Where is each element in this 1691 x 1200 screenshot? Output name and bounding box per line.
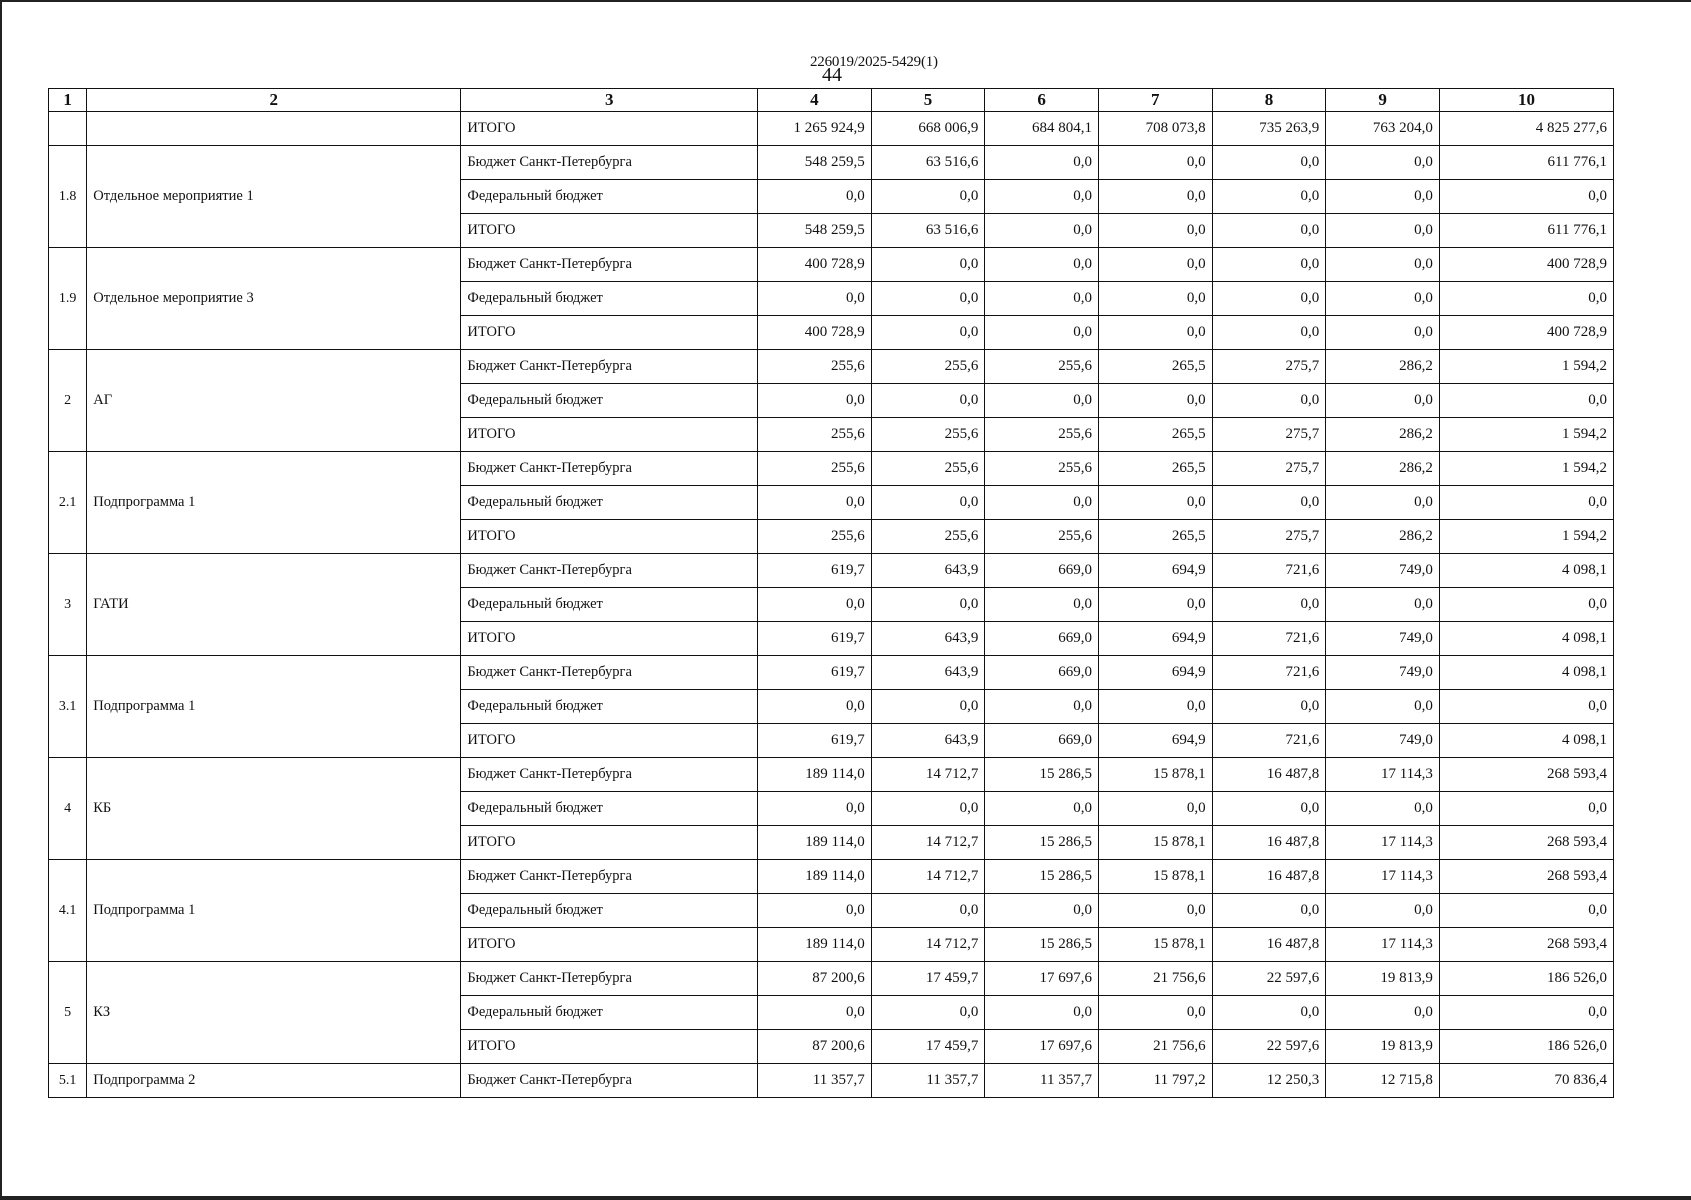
value-cell: 0,0 bbox=[1098, 214, 1212, 248]
value-cell: 749,0 bbox=[1326, 724, 1440, 758]
value-cell: 0,0 bbox=[871, 690, 985, 724]
value-cell: 0,0 bbox=[1326, 690, 1440, 724]
funding-source-cell: ИТОГО bbox=[461, 1030, 758, 1064]
value-cell: 63 516,6 bbox=[871, 146, 985, 180]
value-cell: 4 098,1 bbox=[1439, 554, 1613, 588]
value-cell: 749,0 bbox=[1326, 622, 1440, 656]
value-cell: 15 286,5 bbox=[985, 758, 1099, 792]
funding-source-cell: Бюджет Санкт-Петербурга bbox=[461, 656, 758, 690]
value-cell: 4 098,1 bbox=[1439, 656, 1613, 690]
value-cell: 0,0 bbox=[1212, 214, 1326, 248]
value-cell: 0,0 bbox=[985, 690, 1099, 724]
funding-source-cell: Бюджет Санкт-Петербурга bbox=[461, 1064, 758, 1098]
value-cell: 694,9 bbox=[1098, 622, 1212, 656]
value-cell: 400 728,9 bbox=[1439, 316, 1613, 350]
item-name-cell: КБ bbox=[87, 758, 461, 860]
value-cell: 268 593,4 bbox=[1439, 826, 1613, 860]
value-cell: 265,5 bbox=[1098, 452, 1212, 486]
value-cell: 0,0 bbox=[1212, 588, 1326, 622]
item-code-cell: 1.9 bbox=[49, 248, 87, 350]
value-cell: 0,0 bbox=[1439, 180, 1613, 214]
value-cell: 0,0 bbox=[1098, 282, 1212, 316]
value-cell: 15 878,1 bbox=[1098, 758, 1212, 792]
value-cell: 4 825 277,6 bbox=[1439, 112, 1613, 146]
value-cell: 16 487,8 bbox=[1212, 928, 1326, 962]
funding-source-cell: ИТОГО bbox=[461, 214, 758, 248]
item-code-cell: 4 bbox=[49, 758, 87, 860]
funding-source-cell: ИТОГО bbox=[461, 112, 758, 146]
value-cell: 708 073,8 bbox=[1098, 112, 1212, 146]
value-cell: 0,0 bbox=[871, 248, 985, 282]
col-header: 3 bbox=[461, 89, 758, 112]
value-cell: 11 357,7 bbox=[871, 1064, 985, 1098]
value-cell: 400 728,9 bbox=[758, 316, 872, 350]
value-cell: 0,0 bbox=[985, 894, 1099, 928]
item-name-cell: АГ bbox=[87, 350, 461, 452]
value-cell: 0,0 bbox=[758, 588, 872, 622]
value-cell: 0,0 bbox=[1098, 486, 1212, 520]
value-cell: 611 776,1 bbox=[1439, 214, 1613, 248]
item-code-cell: 2 bbox=[49, 350, 87, 452]
value-cell: 255,6 bbox=[758, 418, 872, 452]
scan-edge-top bbox=[0, 0, 1691, 2]
value-cell: 186 526,0 bbox=[1439, 962, 1613, 996]
value-cell: 16 487,8 bbox=[1212, 860, 1326, 894]
value-cell: 749,0 bbox=[1326, 554, 1440, 588]
value-cell: 275,7 bbox=[1212, 520, 1326, 554]
value-cell: 643,9 bbox=[871, 656, 985, 690]
value-cell: 400 728,9 bbox=[758, 248, 872, 282]
value-cell: 14 712,7 bbox=[871, 826, 985, 860]
item-name-cell: ГАТИ bbox=[87, 554, 461, 656]
value-cell: 0,0 bbox=[1326, 588, 1440, 622]
value-cell: 0,0 bbox=[1326, 996, 1440, 1030]
value-cell: 0,0 bbox=[1098, 248, 1212, 282]
item-code-cell: 5 bbox=[49, 962, 87, 1064]
value-cell: 255,6 bbox=[985, 418, 1099, 452]
value-cell: 4 098,1 bbox=[1439, 622, 1613, 656]
value-cell: 0,0 bbox=[1439, 588, 1613, 622]
value-cell: 668 006,9 bbox=[871, 112, 985, 146]
value-cell: 87 200,6 bbox=[758, 962, 872, 996]
col-header: 2 bbox=[87, 89, 461, 112]
funding-source-cell: Федеральный бюджет bbox=[461, 180, 758, 214]
value-cell: 255,6 bbox=[758, 520, 872, 554]
value-cell: 255,6 bbox=[985, 350, 1099, 384]
value-cell: 0,0 bbox=[1098, 384, 1212, 418]
value-cell: 189 114,0 bbox=[758, 758, 872, 792]
value-cell: 0,0 bbox=[985, 384, 1099, 418]
value-cell: 643,9 bbox=[871, 622, 985, 656]
value-cell: 0,0 bbox=[1326, 282, 1440, 316]
table-row bbox=[49, 452, 1614, 486]
funding-source-cell: Федеральный бюджет bbox=[461, 588, 758, 622]
value-cell: 0,0 bbox=[871, 486, 985, 520]
table-row bbox=[49, 656, 1614, 690]
col-header: 8 bbox=[1212, 89, 1326, 112]
value-cell: 19 813,9 bbox=[1326, 962, 1440, 996]
value-cell: 0,0 bbox=[871, 792, 985, 826]
value-cell: 0,0 bbox=[1098, 316, 1212, 350]
value-cell: 17 459,7 bbox=[871, 1030, 985, 1064]
value-cell: 0,0 bbox=[1326, 248, 1440, 282]
value-cell: 16 487,8 bbox=[1212, 826, 1326, 860]
value-cell: 11 797,2 bbox=[1098, 1064, 1212, 1098]
value-cell: 0,0 bbox=[1212, 996, 1326, 1030]
value-cell: 0,0 bbox=[1098, 588, 1212, 622]
funding-source-cell: Бюджет Санкт-Петербурга bbox=[461, 758, 758, 792]
value-cell: 189 114,0 bbox=[758, 826, 872, 860]
value-cell: 255,6 bbox=[871, 452, 985, 486]
value-cell: 0,0 bbox=[1212, 690, 1326, 724]
value-cell: 0,0 bbox=[1439, 282, 1613, 316]
item-name-cell: Подпрограмма 1 bbox=[87, 656, 461, 758]
value-cell: 186 526,0 bbox=[1439, 1030, 1613, 1064]
value-cell: 0,0 bbox=[1439, 894, 1613, 928]
value-cell: 0,0 bbox=[871, 996, 985, 1030]
value-cell: 694,9 bbox=[1098, 554, 1212, 588]
value-cell: 19 813,9 bbox=[1326, 1030, 1440, 1064]
value-cell: 0,0 bbox=[758, 690, 872, 724]
funding-source-cell: Бюджет Санкт-Петербурга bbox=[461, 146, 758, 180]
value-cell: 669,0 bbox=[985, 656, 1099, 690]
col-header: 5 bbox=[871, 89, 985, 112]
col-header: 10 bbox=[1439, 89, 1613, 112]
value-cell: 0,0 bbox=[758, 486, 872, 520]
value-cell: 255,6 bbox=[985, 452, 1099, 486]
value-cell: 0,0 bbox=[985, 792, 1099, 826]
value-cell: 0,0 bbox=[1326, 180, 1440, 214]
value-cell: 643,9 bbox=[871, 724, 985, 758]
funding-source-cell: Бюджет Санкт-Петербурга bbox=[461, 350, 758, 384]
funding-source-cell: ИТОГО bbox=[461, 826, 758, 860]
page-number: 44 bbox=[822, 64, 842, 86]
value-cell: 0,0 bbox=[985, 146, 1099, 180]
funding-source-cell: Федеральный бюджет bbox=[461, 486, 758, 520]
value-cell: 275,7 bbox=[1212, 418, 1326, 452]
value-cell: 268 593,4 bbox=[1439, 860, 1613, 894]
value-cell: 0,0 bbox=[758, 282, 872, 316]
item-name-cell: Подпрограмма 1 bbox=[87, 452, 461, 554]
table-row bbox=[49, 554, 1614, 588]
funding-source-cell: Федеральный бюджет bbox=[461, 282, 758, 316]
value-cell: 611 776,1 bbox=[1439, 146, 1613, 180]
value-cell: 0,0 bbox=[1439, 996, 1613, 1030]
table-row bbox=[49, 758, 1614, 792]
table-body bbox=[49, 112, 1614, 1098]
table-row bbox=[49, 860, 1614, 894]
value-cell: 0,0 bbox=[985, 180, 1099, 214]
value-cell: 0,0 bbox=[985, 316, 1099, 350]
value-cell: 643,9 bbox=[871, 554, 985, 588]
value-cell: 669,0 bbox=[985, 554, 1099, 588]
value-cell: 268 593,4 bbox=[1439, 758, 1613, 792]
value-cell: 255,6 bbox=[758, 452, 872, 486]
value-cell: 265,5 bbox=[1098, 418, 1212, 452]
budget-table bbox=[48, 88, 1614, 1098]
value-cell: 619,7 bbox=[758, 656, 872, 690]
value-cell: 721,6 bbox=[1212, 724, 1326, 758]
value-cell: 16 487,8 bbox=[1212, 758, 1326, 792]
value-cell: 268 593,4 bbox=[1439, 928, 1613, 962]
value-cell: 548 259,5 bbox=[758, 146, 872, 180]
col-header: 9 bbox=[1326, 89, 1440, 112]
value-cell: 0,0 bbox=[1098, 690, 1212, 724]
value-cell: 0,0 bbox=[1326, 384, 1440, 418]
value-cell: 721,6 bbox=[1212, 622, 1326, 656]
value-cell: 0,0 bbox=[871, 180, 985, 214]
value-cell: 0,0 bbox=[1326, 792, 1440, 826]
value-cell: 669,0 bbox=[985, 724, 1099, 758]
table-row bbox=[49, 1064, 1614, 1098]
value-cell: 0,0 bbox=[871, 282, 985, 316]
funding-source-cell: Федеральный бюджет bbox=[461, 792, 758, 826]
table-cell bbox=[87, 112, 461, 146]
value-cell: 0,0 bbox=[1212, 248, 1326, 282]
value-cell: 0,0 bbox=[1098, 180, 1212, 214]
value-cell: 0,0 bbox=[985, 486, 1099, 520]
value-cell: 619,7 bbox=[758, 554, 872, 588]
scan-edge-bottom bbox=[0, 1196, 1691, 1200]
col-header: 1 bbox=[49, 89, 87, 112]
value-cell: 0,0 bbox=[1212, 146, 1326, 180]
value-cell: 0,0 bbox=[1098, 996, 1212, 1030]
value-cell: 0,0 bbox=[871, 384, 985, 418]
value-cell: 0,0 bbox=[1212, 282, 1326, 316]
value-cell: 0,0 bbox=[871, 316, 985, 350]
funding-source-cell: Бюджет Санкт-Петербурга bbox=[461, 962, 758, 996]
value-cell: 17 114,3 bbox=[1326, 928, 1440, 962]
value-cell: 0,0 bbox=[1326, 894, 1440, 928]
value-cell: 0,0 bbox=[1326, 214, 1440, 248]
value-cell: 0,0 bbox=[871, 588, 985, 622]
value-cell: 0,0 bbox=[985, 588, 1099, 622]
funding-source-cell: ИТОГО bbox=[461, 520, 758, 554]
value-cell: 400 728,9 bbox=[1439, 248, 1613, 282]
funding-source-cell: Федеральный бюджет bbox=[461, 894, 758, 928]
value-cell: 17 697,6 bbox=[985, 1030, 1099, 1064]
value-cell: 15 286,5 bbox=[985, 860, 1099, 894]
value-cell: 1 594,2 bbox=[1439, 452, 1613, 486]
value-cell: 694,9 bbox=[1098, 724, 1212, 758]
value-cell: 0,0 bbox=[1326, 486, 1440, 520]
value-cell: 286,2 bbox=[1326, 452, 1440, 486]
col-header: 4 bbox=[758, 89, 872, 112]
item-code-cell: 3.1 bbox=[49, 656, 87, 758]
table-row bbox=[49, 248, 1614, 282]
funding-source-cell: Бюджет Санкт-Петербурга bbox=[461, 452, 758, 486]
value-cell: 0,0 bbox=[985, 282, 1099, 316]
value-cell: 17 114,3 bbox=[1326, 758, 1440, 792]
value-cell: 21 756,6 bbox=[1098, 1030, 1212, 1064]
value-cell: 265,5 bbox=[1098, 520, 1212, 554]
value-cell: 17 114,3 bbox=[1326, 826, 1440, 860]
table-row bbox=[49, 350, 1614, 384]
value-cell: 0,0 bbox=[1098, 146, 1212, 180]
value-cell: 17 114,3 bbox=[1326, 860, 1440, 894]
value-cell: 0,0 bbox=[985, 996, 1099, 1030]
value-cell: 1 594,2 bbox=[1439, 350, 1613, 384]
value-cell: 684 804,1 bbox=[985, 112, 1099, 146]
value-cell: 619,7 bbox=[758, 622, 872, 656]
value-cell: 0,0 bbox=[758, 384, 872, 418]
value-cell: 12 250,3 bbox=[1212, 1064, 1326, 1098]
value-cell: 17 697,6 bbox=[985, 962, 1099, 996]
value-cell: 11 357,7 bbox=[758, 1064, 872, 1098]
value-cell: 1 265 924,9 bbox=[758, 112, 872, 146]
value-cell: 286,2 bbox=[1326, 418, 1440, 452]
funding-source-cell: ИТОГО bbox=[461, 724, 758, 758]
value-cell: 255,6 bbox=[758, 350, 872, 384]
value-cell: 255,6 bbox=[871, 350, 985, 384]
value-cell: 0,0 bbox=[1326, 146, 1440, 180]
scan-edge-left bbox=[0, 0, 2, 1200]
value-cell: 0,0 bbox=[1439, 792, 1613, 826]
value-cell: 0,0 bbox=[1098, 792, 1212, 826]
value-cell: 15 286,5 bbox=[985, 928, 1099, 962]
funding-source-cell: Федеральный бюджет bbox=[461, 690, 758, 724]
funding-source-cell: ИТОГО bbox=[461, 418, 758, 452]
item-code-cell: 4.1 bbox=[49, 860, 87, 962]
value-cell: 0,0 bbox=[1212, 894, 1326, 928]
value-cell: 12 715,8 bbox=[1326, 1064, 1440, 1098]
item-name-cell: Отдельное мероприятие 1 bbox=[87, 146, 461, 248]
registration-number: 226019/2025-5429(1) bbox=[810, 54, 938, 70]
item-code-cell: 2.1 bbox=[49, 452, 87, 554]
value-cell: 255,6 bbox=[871, 520, 985, 554]
value-cell: 275,7 bbox=[1212, 452, 1326, 486]
value-cell: 189 114,0 bbox=[758, 928, 872, 962]
item-code-cell: 3 bbox=[49, 554, 87, 656]
funding-source-cell: Федеральный бюджет bbox=[461, 384, 758, 418]
value-cell: 189 114,0 bbox=[758, 860, 872, 894]
value-cell: 17 459,7 bbox=[871, 962, 985, 996]
value-cell: 1 594,2 bbox=[1439, 418, 1613, 452]
value-cell: 619,7 bbox=[758, 724, 872, 758]
value-cell: 15 286,5 bbox=[985, 826, 1099, 860]
table-row bbox=[49, 962, 1614, 996]
col-header: 7 bbox=[1098, 89, 1212, 112]
value-cell: 265,5 bbox=[1098, 350, 1212, 384]
value-cell: 548 259,5 bbox=[758, 214, 872, 248]
funding-source-cell: ИТОГО bbox=[461, 928, 758, 962]
col-header: 6 bbox=[985, 89, 1099, 112]
value-cell: 14 712,7 bbox=[871, 758, 985, 792]
value-cell: 749,0 bbox=[1326, 656, 1440, 690]
value-cell: 0,0 bbox=[1098, 894, 1212, 928]
funding-source-cell: Бюджет Санкт-Петербурга bbox=[461, 248, 758, 282]
value-cell: 0,0 bbox=[985, 248, 1099, 282]
value-cell: 0,0 bbox=[1212, 792, 1326, 826]
item-code-cell: 5.1 bbox=[49, 1064, 87, 1098]
value-cell: 0,0 bbox=[871, 894, 985, 928]
value-cell: 15 878,1 bbox=[1098, 826, 1212, 860]
value-cell: 0,0 bbox=[758, 180, 872, 214]
value-cell: 4 098,1 bbox=[1439, 724, 1613, 758]
value-cell: 70 836,4 bbox=[1439, 1064, 1613, 1098]
value-cell: 286,2 bbox=[1326, 350, 1440, 384]
table-row bbox=[49, 112, 1614, 146]
value-cell: 0,0 bbox=[985, 214, 1099, 248]
value-cell: 286,2 bbox=[1326, 520, 1440, 554]
value-cell: 255,6 bbox=[871, 418, 985, 452]
value-cell: 0,0 bbox=[758, 894, 872, 928]
value-cell: 763 204,0 bbox=[1326, 112, 1440, 146]
value-cell: 669,0 bbox=[985, 622, 1099, 656]
item-name-cell: Подпрограмма 2 bbox=[87, 1064, 461, 1098]
value-cell: 14 712,7 bbox=[871, 928, 985, 962]
item-name-cell: Подпрограмма 1 bbox=[87, 860, 461, 962]
table-header-row bbox=[49, 89, 1614, 112]
value-cell: 0,0 bbox=[1212, 180, 1326, 214]
value-cell: 0,0 bbox=[1212, 384, 1326, 418]
value-cell: 0,0 bbox=[1439, 690, 1613, 724]
funding-source-cell: ИТОГО bbox=[461, 316, 758, 350]
value-cell: 721,6 bbox=[1212, 656, 1326, 690]
item-code-cell: 1.8 bbox=[49, 146, 87, 248]
table-row bbox=[49, 146, 1614, 180]
funding-source-cell: Бюджет Санкт-Петербурга bbox=[461, 554, 758, 588]
value-cell: 0,0 bbox=[1212, 486, 1326, 520]
value-cell: 0,0 bbox=[1212, 316, 1326, 350]
item-name-cell: КЗ bbox=[87, 962, 461, 1064]
value-cell: 22 597,6 bbox=[1212, 962, 1326, 996]
value-cell: 15 878,1 bbox=[1098, 928, 1212, 962]
value-cell: 275,7 bbox=[1212, 350, 1326, 384]
value-cell: 721,6 bbox=[1212, 554, 1326, 588]
funding-source-cell: ИТОГО bbox=[461, 622, 758, 656]
value-cell: 14 712,7 bbox=[871, 860, 985, 894]
funding-source-cell: Бюджет Санкт-Петербурга bbox=[461, 860, 758, 894]
value-cell: 15 878,1 bbox=[1098, 860, 1212, 894]
value-cell: 11 357,7 bbox=[985, 1064, 1099, 1098]
item-name-cell: Отдельное мероприятие 3 bbox=[87, 248, 461, 350]
value-cell: 0,0 bbox=[1439, 486, 1613, 520]
table-cell bbox=[49, 112, 87, 146]
value-cell: 22 597,6 bbox=[1212, 1030, 1326, 1064]
funding-source-cell: Федеральный бюджет bbox=[461, 996, 758, 1030]
value-cell: 0,0 bbox=[1326, 316, 1440, 350]
value-cell: 735 263,9 bbox=[1212, 112, 1326, 146]
value-cell: 1 594,2 bbox=[1439, 520, 1613, 554]
value-cell: 21 756,6 bbox=[1098, 962, 1212, 996]
value-cell: 255,6 bbox=[985, 520, 1099, 554]
value-cell: 63 516,6 bbox=[871, 214, 985, 248]
value-cell: 0,0 bbox=[758, 996, 872, 1030]
value-cell: 0,0 bbox=[758, 792, 872, 826]
value-cell: 87 200,6 bbox=[758, 1030, 872, 1064]
value-cell: 0,0 bbox=[1439, 384, 1613, 418]
value-cell: 694,9 bbox=[1098, 656, 1212, 690]
